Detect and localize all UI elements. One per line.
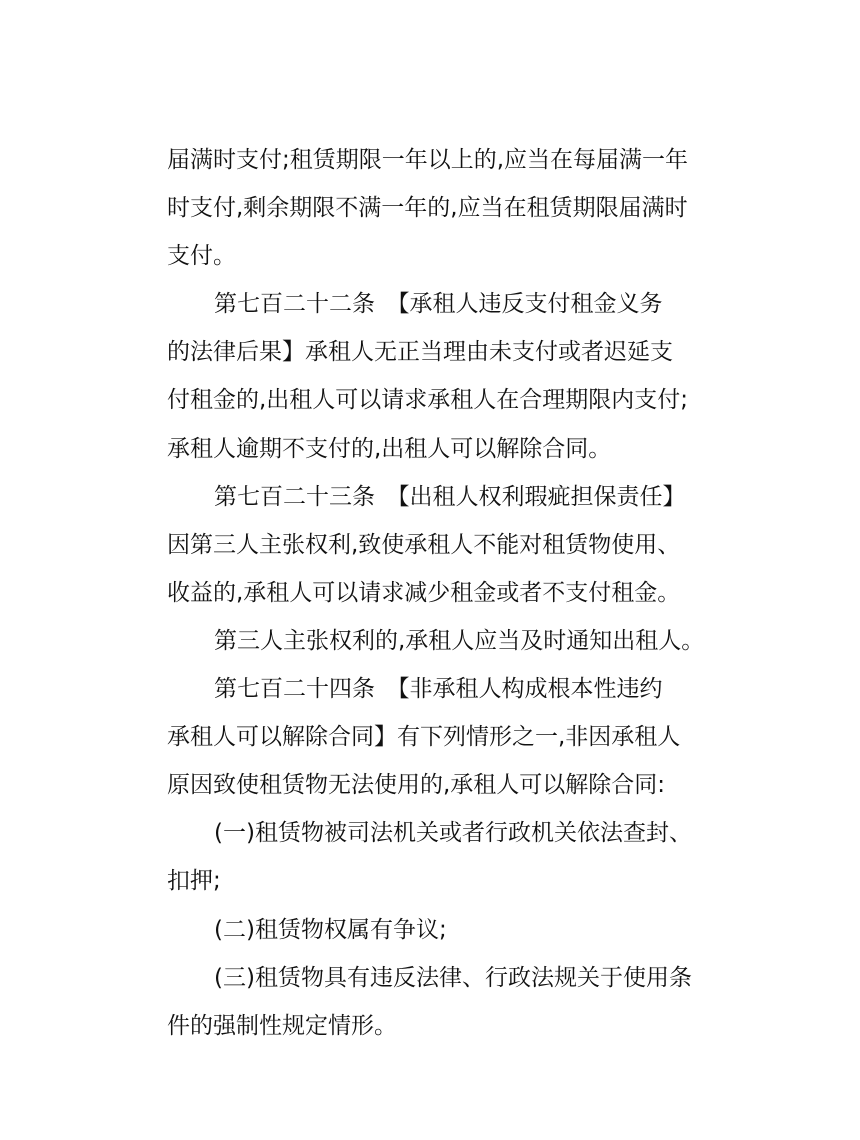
document-body [167, 136, 707, 1050]
text-line: 承租人逾期不支付的,出租人可以解除合同。 [167, 435, 612, 462]
text-line: 因第三人主张权利,致使承租人不能对租赁物使用、 [167, 531, 681, 558]
text-line: 承租人可以解除合同】有下列情形之一,非因承租人 [167, 724, 681, 751]
text-line: 件的强制性规定情形。 [167, 1012, 397, 1039]
text-line: 付租金的,出租人可以请求承租人在合理期限内支付; [167, 387, 689, 414]
text-line: 时支付,剩余期限不满一年的,应当在租赁期限届满时 [167, 195, 688, 222]
text-line: 扣押; [167, 868, 221, 895]
list-item-2: (二)租赁物权属有争议; [214, 916, 447, 943]
text-line: 的法律后果】承租人无正当理由未支付或者迟延支 [167, 339, 673, 366]
text-line: 原因致使租赁物无法使用的,承租人可以解除合同: [167, 772, 666, 799]
list-item-1: (一)租赁物被司法机关或者行政机关依法查封、 [214, 820, 692, 847]
list-item-3: (三)租赁物具有违反法律、行政法规关于使用条 [214, 964, 692, 991]
text-line: 收益的,承租人可以请求减少租金或者不支付租金。 [167, 579, 681, 606]
article-724-heading: 第七百二十四条 【非承租人构成根本性违约 [214, 676, 663, 703]
article-722-heading: 第七百二十二条 【承租人违反支付租金义务 [214, 291, 663, 318]
text-line: 支付。 [167, 243, 236, 270]
article-723-heading: 第七百二十三条 【出租人权利瑕疵担保责任】 [214, 483, 686, 510]
paragraph-start: 第三人主张权利的,承租人应当及时通知出租人。 [214, 627, 705, 654]
text-line: 届满时支付;租赁期限一年以上的,应当在每届满一年 [167, 147, 689, 173]
